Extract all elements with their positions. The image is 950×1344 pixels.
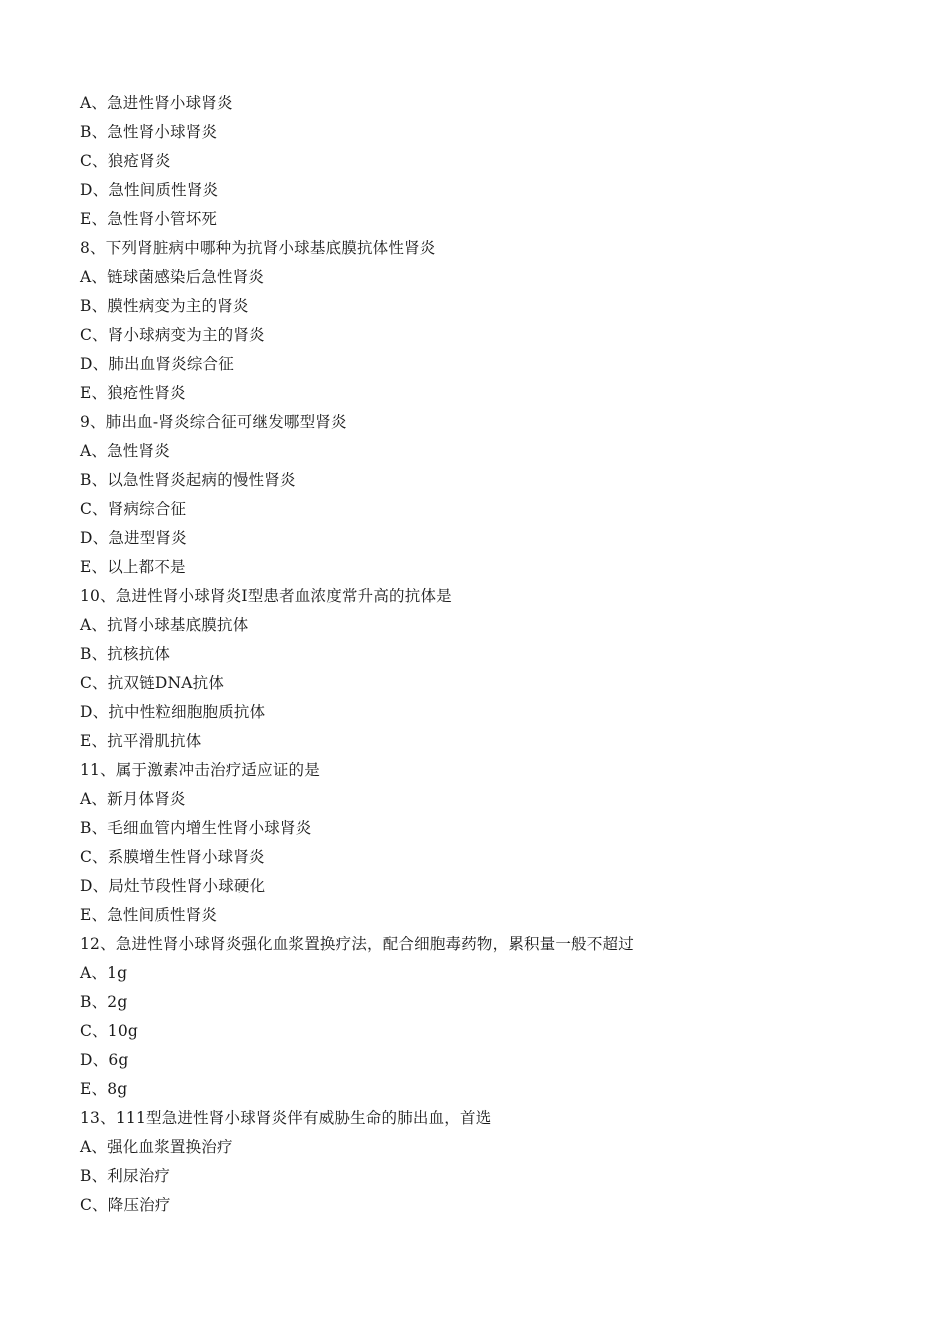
answer-option: C、肾病综合征	[80, 500, 187, 518]
answer-option: A、新月体肾炎	[80, 790, 186, 808]
answer-option: E、以上都不是	[80, 558, 186, 576]
answer-option: B、利尿治疗	[80, 1167, 171, 1185]
answer-option: E、急性间质性肾炎	[80, 906, 218, 924]
answer-option: D、6g	[80, 1051, 129, 1069]
question-text: 13、111型急进性肾小球肾炎伴有威胁生命的肺出血，首选	[80, 1109, 492, 1127]
answer-option: B、毛细血管内增生性肾小球肾炎	[80, 819, 312, 837]
answer-option: D、急性间质性肾炎	[80, 181, 219, 199]
question-text: 12、急进性肾小球肾炎强化血浆置换疗法，配合细胞毒药物，累积量一般不超过	[80, 935, 634, 953]
answer-option: B、以急性肾炎起病的慢性肾炎	[80, 471, 296, 489]
answer-option: B、2g	[80, 993, 128, 1011]
answer-option: C、狼疮肾炎	[80, 152, 171, 170]
answer-option: C、系膜增生性肾小球肾炎	[80, 848, 265, 866]
question-list	[80, 89, 634, 1220]
answer-option: D、肺出血肾炎综合征	[80, 355, 234, 373]
answer-option: E、8g	[80, 1080, 128, 1098]
answer-option: A、抗肾小球基底膜抗体	[80, 616, 249, 634]
answer-option: A、链球菌感染后急性肾炎	[80, 268, 265, 286]
answer-option: C、10g	[80, 1022, 139, 1040]
answer-option: B、膜性病变为主的肾炎	[80, 297, 249, 315]
answer-option: E、抗平滑肌抗体	[80, 732, 202, 750]
answer-option: B、抗核抗体	[80, 645, 171, 663]
answer-option: D、急进型肾炎	[80, 529, 187, 547]
answer-option: A、急性肾炎	[80, 442, 170, 460]
question-text: 8、下列肾脏病中哪种为抗肾小球基底膜抗体性肾炎	[80, 239, 436, 257]
answer-option: C、肾小球病变为主的肾炎	[80, 326, 265, 344]
question-text: 11、属于激素冲击治疗适应证的是	[80, 761, 320, 779]
answer-option: C、抗双链DNA抗体	[80, 674, 225, 692]
answer-option: E、狼疮性肾炎	[80, 384, 186, 402]
question-text: 10、急进性肾小球肾炎Ⅰ型患者血浓度常升高的抗体是	[80, 587, 452, 605]
answer-option: E、急性肾小管坏死	[80, 210, 218, 228]
answer-option: A、强化血浆置换治疗	[80, 1138, 233, 1156]
question-text: 9、肺出血-肾炎综合征可继发哪型肾炎	[80, 413, 347, 431]
answer-option: B、急性肾小球肾炎	[80, 123, 218, 141]
answer-option: C、降压治疗	[80, 1196, 171, 1214]
answer-option: D、局灶节段性肾小球硬化	[80, 877, 266, 895]
answer-option: A、急进性肾小球肾炎	[80, 94, 233, 112]
answer-option: A、1g	[80, 964, 128, 982]
answer-option: D、抗中性粒细胞胞质抗体	[80, 703, 266, 721]
